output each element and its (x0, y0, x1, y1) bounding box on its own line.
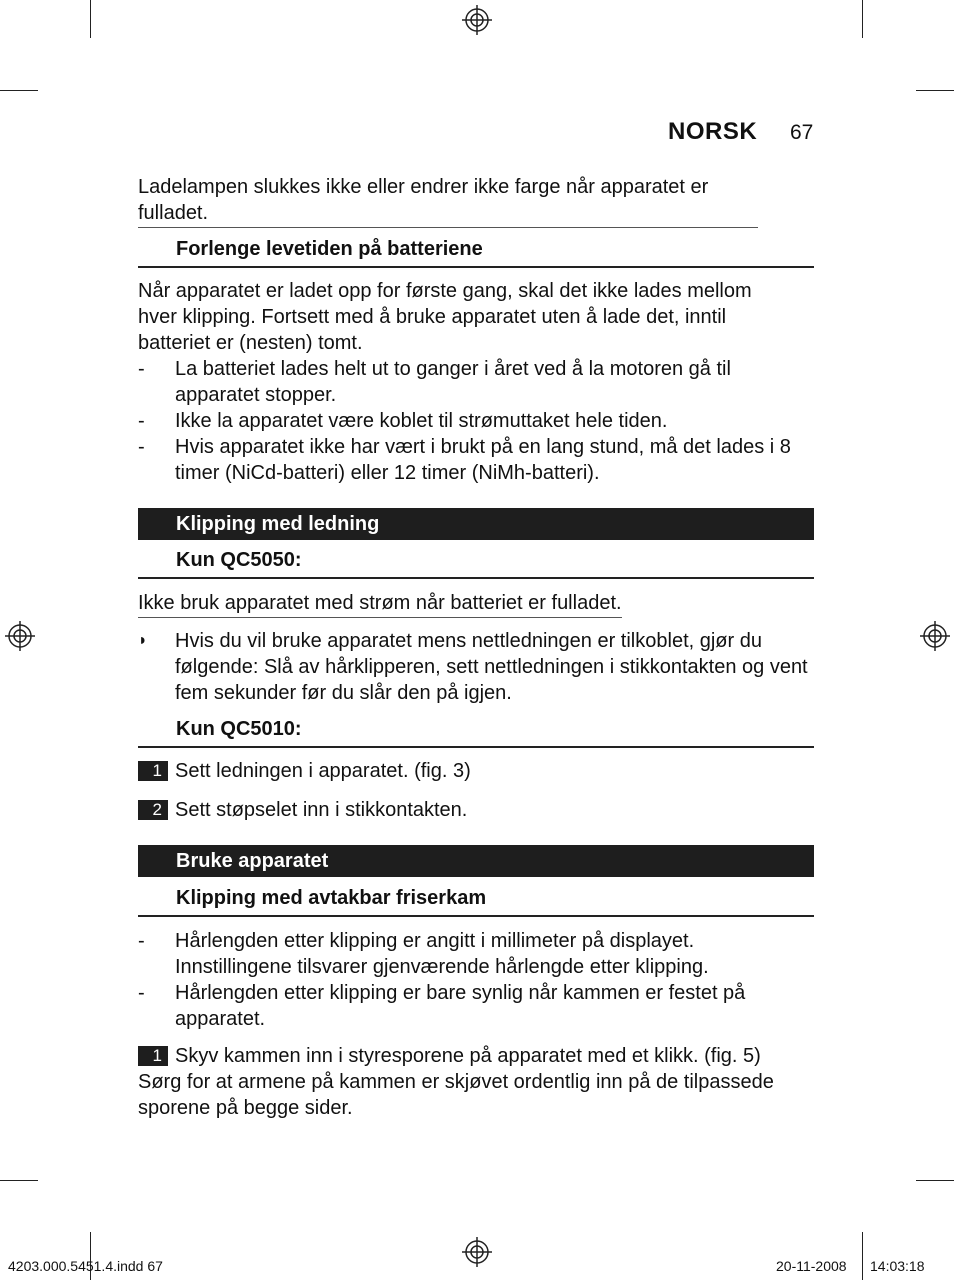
subheading-text: Klipping med avtakbar friserkam (176, 887, 487, 909)
step-number: 2 (138, 800, 168, 820)
footer-date: 20-11-2008 (776, 1258, 847, 1274)
dash-marker: - (138, 436, 145, 458)
section-subheading (138, 718, 814, 748)
step-number: 1 (138, 1046, 168, 1066)
footer-file-info: 4203.000.5451.4.indd 67 (8, 1258, 163, 1274)
section-heading-text: Klipping med ledning (176, 513, 380, 535)
registration-mark-icon (462, 1237, 492, 1267)
step-text: Sett støpselet inn i stikkontakten. (175, 799, 468, 821)
crop-mark (0, 90, 38, 91)
dash-marker: - (138, 930, 145, 952)
triangle-bullet-icon: ◗ (138, 632, 148, 649)
qc5050-warning-note (138, 590, 818, 618)
subheading-text: Forlenge levetiden på batteriene (176, 238, 483, 260)
section-heading-bar (138, 845, 814, 877)
step-text: Skyv kammen inn i styresporene på apparatet med et klikk. (fig. 5) (175, 1045, 761, 1067)
step-number: 1 (138, 761, 168, 781)
section-subheading (138, 887, 814, 917)
crop-mark (862, 1232, 863, 1280)
list-item-text: La batteriet lades helt ut to ganger i året ved å la motoren gå til apparatet stopper. (175, 358, 731, 406)
crop-mark (916, 1180, 954, 1181)
crop-mark (916, 90, 954, 91)
step-text: Sett ledningen i apparatet. (fig. 3) (175, 760, 471, 782)
page-number: 67 (790, 121, 814, 144)
instruction-text: Hvis du vil bruke apparatet mens nettledningen er tilkoblet, gjør du følgende: Slå av hårklipperen, sett nettledningen i stikkontakten og vent fem sekunder før du slår den på igjen. (175, 630, 808, 704)
charging-light-note (138, 174, 758, 228)
list-item-text: Hårlengden etter klipping er bare synlig når kammen er festet på apparatet. (175, 982, 746, 1030)
note-text: Ladelampen slukkes ikke eller endrer ikke farge når apparatet er fulladet. (138, 174, 758, 228)
crop-mark (90, 0, 91, 38)
list-item-text: Hvis apparatet ikke har vært i brukt på en lang stund, må det lades i 8 timer (NiCd-batteri) eller 12 timer (NiMh-batteri). (175, 436, 791, 484)
registration-mark-icon (920, 621, 950, 651)
page-language-heading: NORSK (668, 118, 758, 145)
registration-mark-icon (5, 621, 35, 651)
section-heading-bar (138, 508, 814, 540)
dash-marker: - (138, 358, 145, 380)
list-item-text: Ikke la apparatet være koblet til strømuttaket hele tiden. (175, 410, 668, 432)
subheading-text: Kun QC5010: (176, 718, 302, 740)
dash-marker: - (138, 410, 145, 432)
list-item-text: Hårlengden etter klipping er angitt i millimeter på displayet. Innstillingene tilsvarer gjenværende hårlengde etter klipping. (175, 930, 709, 978)
subheading-text: Kun QC5050: (176, 549, 302, 571)
section-heading-text: Bruke apparatet (176, 850, 329, 872)
step-followup-text: Sørg for at armene på kammen er skjøvet ordentlig inn på de tilpassede sporene på begge sider. (138, 1071, 774, 1119)
footer-time: 14:03:18 (870, 1258, 925, 1274)
crop-mark (0, 1180, 38, 1181)
section-subheading (138, 238, 814, 268)
note-text: Ikke bruk apparatet med strøm når batteriet er fulladet. (138, 590, 622, 618)
crop-mark (862, 0, 863, 38)
dash-marker: - (138, 982, 145, 1004)
section-subheading (138, 549, 814, 579)
registration-mark-icon (462, 5, 492, 35)
battery-paragraph: Når apparatet er ladet opp for første gang, skal det ikke lades mellom hver klipping. Fortsett med å bruke apparatet uten å lade det, inntil batteriet er (nesten) tomt. (138, 280, 752, 354)
